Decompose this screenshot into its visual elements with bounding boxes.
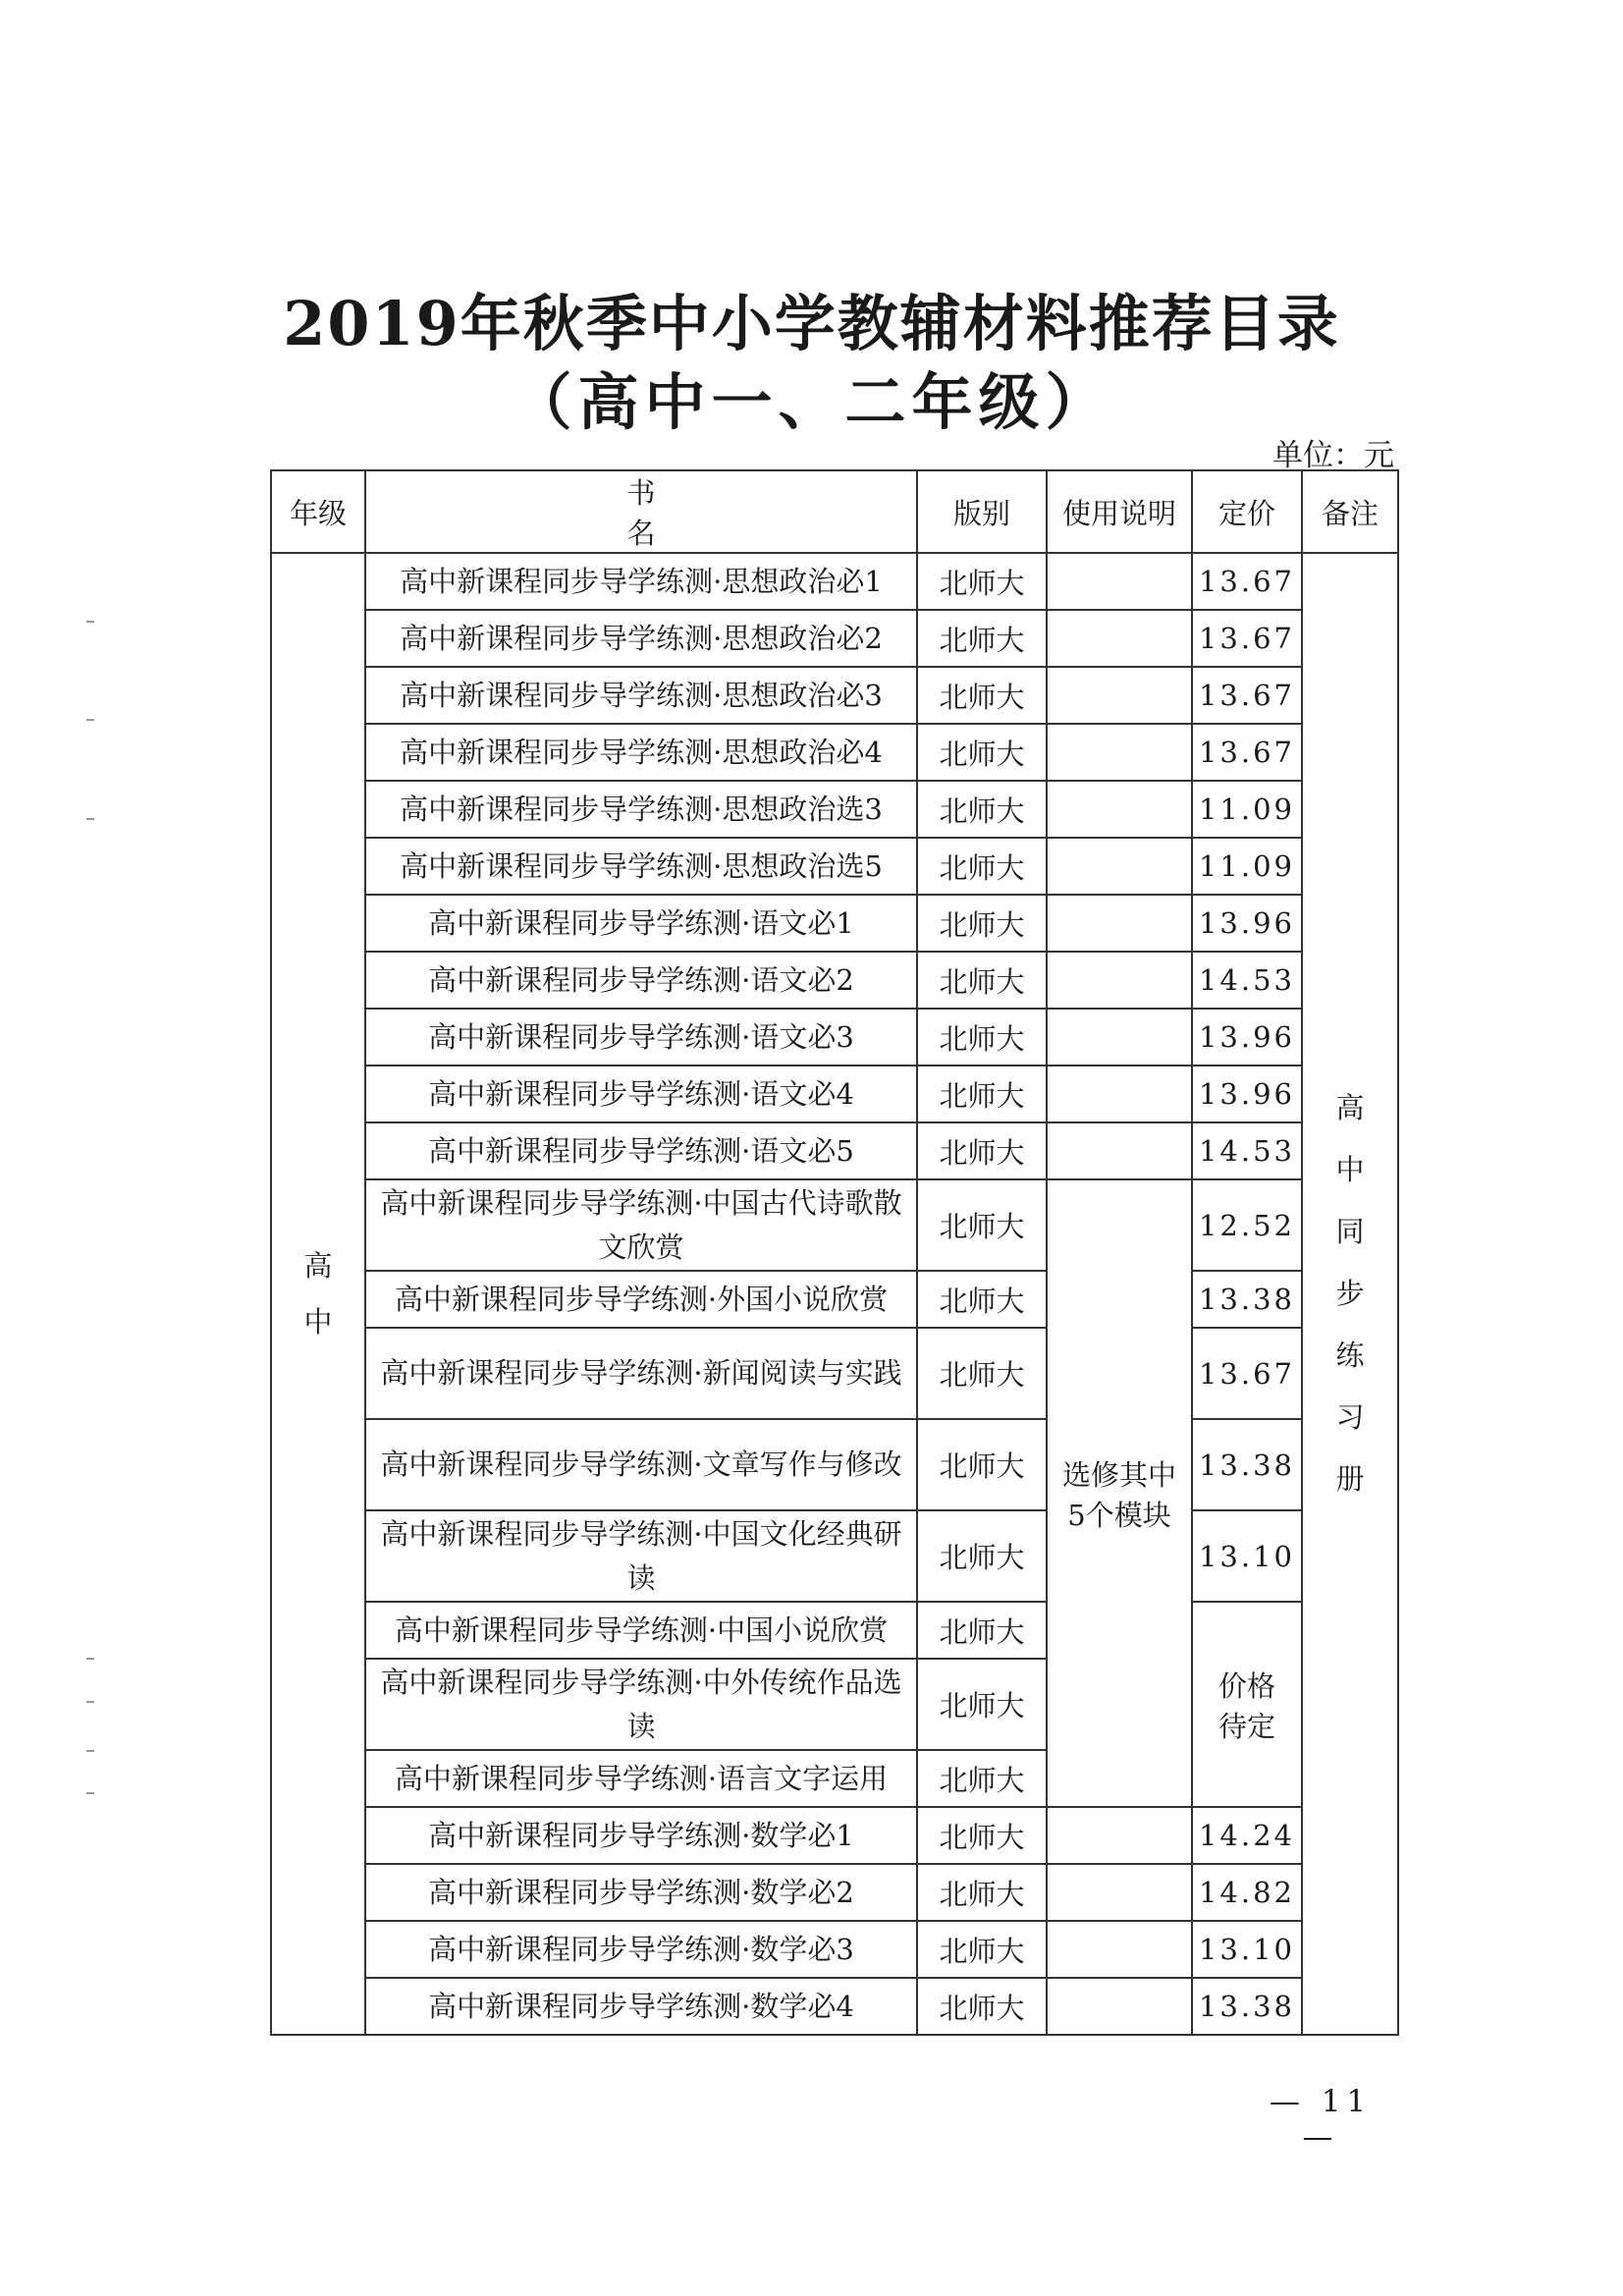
price-cell: 13.96: [1192, 1009, 1302, 1066]
table-row: [271, 1419, 1398, 1510]
price-cell: 13.38: [1192, 1978, 1302, 2035]
usage-cell: [1047, 895, 1192, 952]
price-cell: 13.96: [1192, 895, 1302, 952]
publisher-cell: 北师大: [917, 1510, 1047, 1602]
price-cell: 14.82: [1192, 1864, 1302, 1921]
elective-note-line: 选修其中: [1061, 1457, 1176, 1492]
book-name-cell: 高中新课程同步导学练测·中国古代诗歌散文欣赏: [365, 1179, 917, 1271]
book-name-cell: 高中新课程同步导学练测·新闻阅读与实践: [365, 1328, 917, 1419]
table-row: [271, 667, 1398, 724]
publisher-cell: 北师大: [917, 1807, 1047, 1864]
publisher-cell: 北师大: [917, 1328, 1047, 1419]
usage-cell: [1047, 553, 1192, 610]
column-header-grade: 年级: [271, 470, 365, 553]
column-header-price: 定价: [1192, 470, 1302, 553]
book-name-cell: 高中新课程同步导学练测·中外传统作品选读: [365, 1659, 917, 1750]
table-row: [271, 1978, 1398, 2035]
book-name-cell: 高中新课程同步导学练测·数学必4: [365, 1978, 917, 2035]
publisher-cell: 北师大: [917, 1659, 1047, 1750]
table-row: [271, 1921, 1398, 1978]
price-cell: 14.53: [1192, 952, 1302, 1009]
table-row: [271, 1807, 1398, 1864]
price-cell: 13.38: [1192, 1419, 1302, 1510]
publisher-cell: 北师大: [917, 838, 1047, 895]
publisher-cell: 北师大: [917, 667, 1047, 724]
column-header-usage: 使用说明: [1047, 470, 1192, 553]
usage-cell: [1047, 1066, 1192, 1122]
publisher-cell: 北师大: [917, 1750, 1047, 1807]
remarks-char: 册: [1335, 1462, 1365, 1496]
scan-mark: [86, 1658, 94, 1660]
scan-mark: [86, 1701, 94, 1703]
price-pending-cell: [1192, 1602, 1302, 1807]
usage-cell: [1047, 952, 1192, 1009]
publisher-cell: 北师大: [917, 610, 1047, 667]
publisher-cell: 北师大: [917, 1864, 1047, 1921]
scan-mark: [86, 1792, 94, 1794]
remarks-char: 中: [1335, 1153, 1365, 1186]
price-cell: 13.67: [1192, 724, 1302, 781]
remarks-char: 高: [1335, 1091, 1365, 1124]
table-row: [271, 895, 1398, 952]
scan-mark: [86, 719, 94, 721]
table-row: [271, 1510, 1398, 1602]
price-pending-line: 待定: [1217, 1709, 1275, 1743]
book-name-cell: 高中新课程同步导学练测·中国小说欣赏: [365, 1602, 917, 1659]
publisher-cell: 北师大: [917, 1602, 1047, 1659]
remarks-char: 练: [1335, 1339, 1365, 1372]
book-name-cell: 高中新课程同步导学练测·思想政治选5: [365, 838, 917, 895]
table-header-row: [271, 470, 1398, 553]
publisher-cell: 北师大: [917, 1271, 1047, 1328]
usage-cell: [1047, 1122, 1192, 1179]
scan-mark: [86, 621, 94, 623]
book-name-cell: 高中新课程同步导学练测·数学必3: [365, 1921, 917, 1978]
table-row: [271, 1066, 1398, 1122]
table-row: [271, 781, 1398, 838]
usage-cell: [1047, 610, 1192, 667]
table-row: [271, 724, 1398, 781]
table-row: [271, 610, 1398, 667]
publisher-cell: 北师大: [917, 1122, 1047, 1179]
usage-cell: [1047, 724, 1192, 781]
grade-char: 高: [303, 1248, 333, 1283]
price-cell: 13.67: [1192, 667, 1302, 724]
book-name-cell: 高中新课程同步导学练测·语文必5: [365, 1122, 917, 1179]
usage-cell: [1047, 1009, 1192, 1066]
table-row: [271, 1864, 1398, 1921]
column-header-publisher: 版别: [917, 470, 1047, 553]
usage-cell: [1047, 781, 1192, 838]
book-name-cell: 高中新课程同步导学练测·思想政治选3: [365, 781, 917, 838]
price-cell: 13.10: [1192, 1921, 1302, 1978]
book-name-cell: 高中新课程同步导学练测·文章写作与修改: [365, 1419, 917, 1510]
catalog-table: [270, 469, 1399, 2036]
publisher-cell: 北师大: [917, 1179, 1047, 1271]
table-row: [271, 952, 1398, 1009]
usage-cell: [1047, 1921, 1192, 1978]
book-name-cell: 高中新课程同步导学练测·中国文化经典研读: [365, 1510, 917, 1602]
publisher-cell: 北师大: [917, 724, 1047, 781]
price-cell: 13.67: [1192, 1328, 1302, 1419]
publisher-cell: 北师大: [917, 952, 1047, 1009]
price-cell: 11.09: [1192, 781, 1302, 838]
table-row: [271, 1009, 1398, 1066]
price-cell: 12.52: [1192, 1179, 1302, 1271]
remarks-char: 步: [1335, 1277, 1365, 1310]
usage-cell: [1047, 838, 1192, 895]
remarks-char: 习: [1335, 1400, 1365, 1434]
book-name-cell: 高中新课程同步导学练测·语言文字运用: [365, 1750, 917, 1807]
book-name-cell: 高中新课程同步导学练测·语文必2: [365, 952, 917, 1009]
book-name-cell: 高中新课程同步导学练测·语文必1: [365, 895, 917, 952]
book-name-cell: 高中新课程同步导学练测·语文必4: [365, 1066, 917, 1122]
table-row: [271, 1271, 1398, 1328]
price-cell: 14.53: [1192, 1122, 1302, 1179]
book-name-cell: 高中新课程同步导学练测·语文必3: [365, 1009, 917, 1066]
publisher-cell: 北师大: [917, 1419, 1047, 1510]
usage-cell: [1047, 1807, 1192, 1864]
page-subtitle: （高中一、二年级）: [511, 366, 1112, 438]
publisher-cell: 北师大: [917, 1921, 1047, 1978]
table-row: [271, 1328, 1398, 1419]
usage-cell-elective: [1047, 1179, 1192, 1807]
table-row: [271, 553, 1398, 610]
publisher-cell: 北师大: [917, 1009, 1047, 1066]
book-name-cell: 高中新课程同步导学练测·思想政治必2: [365, 610, 917, 667]
price-cell: 13.10: [1192, 1510, 1302, 1602]
book-name-cell: 高中新课程同步导学练测·外国小说欣赏: [365, 1271, 917, 1328]
price-cell: 13.96: [1192, 1066, 1302, 1122]
grade-cell: [271, 553, 365, 2035]
book-name-cell: 高中新课程同步导学练测·思想政治必3: [365, 667, 917, 724]
book-name-cell: 高中新课程同步导学练测·数学必1: [365, 1807, 917, 1864]
publisher-cell: 北师大: [917, 895, 1047, 952]
remarks-char: 同: [1335, 1215, 1365, 1248]
elective-note-line: 5个模块: [1067, 1498, 1171, 1532]
price-cell: 13.67: [1192, 610, 1302, 667]
publisher-cell: 北师大: [917, 781, 1047, 838]
table-row: [271, 1122, 1398, 1179]
price-cell: 11.09: [1192, 838, 1302, 895]
book-name-cell: 高中新课程同步导学练测·思想政治必4: [365, 724, 917, 781]
scan-mark: [86, 1750, 94, 1752]
price-pending-line: 价格: [1217, 1668, 1275, 1703]
price-cell: 14.24: [1192, 1807, 1302, 1864]
unit-label: 单位：元: [1272, 438, 1394, 473]
usage-cell: [1047, 1864, 1192, 1921]
book-name-cell: 高中新课程同步导学练测·思想政治必1: [365, 553, 917, 610]
page-title: 2019年秋季中小学教辅材料推荐目录: [283, 288, 1340, 359]
price-cell: 13.38: [1192, 1271, 1302, 1328]
table-row: [271, 838, 1398, 895]
publisher-cell: 北师大: [917, 1978, 1047, 2035]
remarks-cell: [1302, 553, 1398, 2035]
scan-mark: [86, 818, 94, 820]
page-number: — 11 —: [1269, 2084, 1373, 2155]
publisher-cell: 北师大: [917, 1066, 1047, 1122]
publisher-cell: 北师大: [917, 553, 1047, 610]
usage-cell: [1047, 1978, 1192, 2035]
grade-char: 中: [303, 1304, 333, 1339]
table-row: [271, 1602, 1398, 1659]
column-header-remarks: 备注: [1302, 470, 1398, 553]
column-header-book-name: 书名: [365, 470, 917, 553]
usage-cell: [1047, 667, 1192, 724]
table-row: [271, 1179, 1398, 1271]
price-cell: 13.67: [1192, 553, 1302, 610]
book-name-cell: 高中新课程同步导学练测·数学必2: [365, 1864, 917, 1921]
